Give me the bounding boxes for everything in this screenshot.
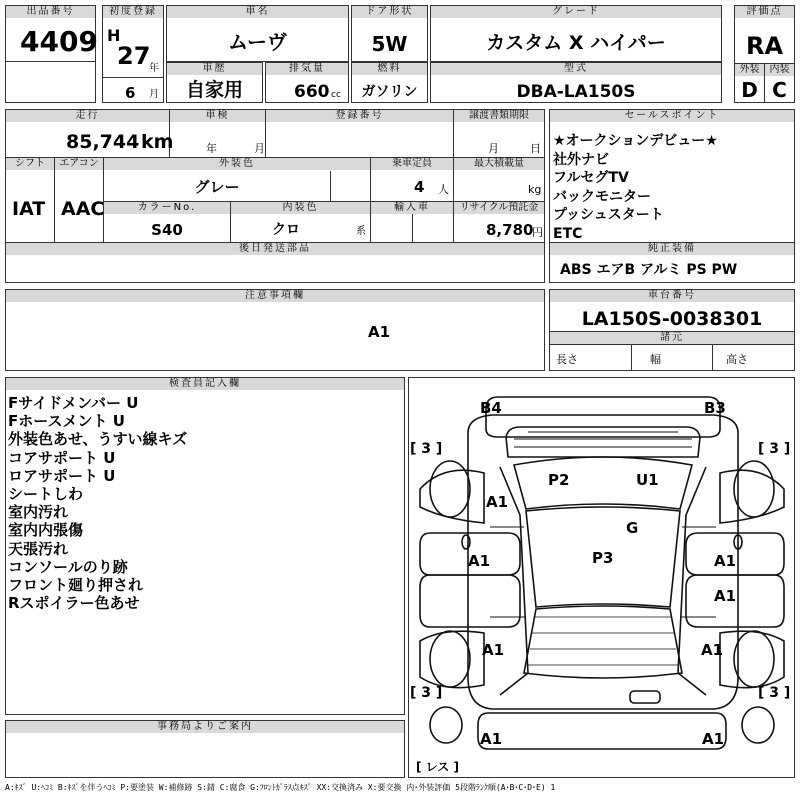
score-box bbox=[734, 5, 795, 103]
inspector-note: コンソールのり跡 bbox=[8, 557, 128, 576]
transfer-day-unit: 日 bbox=[530, 142, 541, 155]
car-name-box bbox=[166, 5, 349, 62]
damage-mark: G bbox=[626, 519, 639, 537]
exterior-grade: D bbox=[741, 78, 758, 102]
history-box bbox=[166, 62, 263, 103]
sales-point-item: プッシュスタート bbox=[553, 207, 664, 224]
inspector-note: コアサポート U bbox=[8, 448, 116, 467]
damage-mark: A1 bbox=[714, 552, 737, 570]
damage-mark: P3 bbox=[592, 549, 614, 567]
history-label: 車歴 bbox=[167, 63, 262, 75]
damage-mark: A1 bbox=[368, 323, 391, 341]
transfer-month-unit: 月 bbox=[488, 142, 499, 155]
damage-mark: A1 bbox=[486, 493, 509, 511]
color-label: 外装色 bbox=[104, 158, 370, 170]
equipment: ABS エアB アルミ PS PW bbox=[560, 262, 738, 278]
month-unit: 月 bbox=[149, 89, 159, 100]
history: 自家用 bbox=[185, 79, 243, 101]
model-label: 型式 bbox=[431, 63, 721, 75]
damage-mark: A1 bbox=[714, 587, 737, 605]
lot-box bbox=[5, 5, 96, 103]
import-label: 輸入車 bbox=[371, 202, 453, 214]
sales-point-item: ★オークションデビュー★ bbox=[553, 133, 718, 149]
grade: カスタム X ハイパー bbox=[486, 32, 666, 54]
door-box bbox=[351, 5, 428, 62]
door-label: ドア形状 bbox=[352, 6, 427, 18]
recycle-fee: 8,780 bbox=[486, 221, 534, 239]
damage-mark: A1 bbox=[468, 552, 491, 570]
tire-mark: [ 3 ] bbox=[758, 441, 791, 457]
grade-box bbox=[430, 5, 722, 62]
tire-mark: [ 3 ] bbox=[410, 441, 443, 457]
displacement-label: 排気量 bbox=[266, 63, 348, 75]
spec-label: 諸元 bbox=[550, 332, 794, 344]
equipment-label: 純正装備 bbox=[550, 243, 794, 255]
sales-point-item: バックモニター bbox=[553, 188, 651, 205]
recycle-label: リサイクル預託金 bbox=[454, 202, 544, 214]
damage-mark: A1 bbox=[482, 641, 505, 659]
mileage-unit: km bbox=[141, 131, 174, 153]
inspector-note: 外装色あせ、うすい線キズ bbox=[8, 430, 188, 449]
score-label: 評価点 bbox=[735, 6, 794, 18]
ac-label: エアコン bbox=[55, 158, 103, 170]
capacity-unit: 人 bbox=[438, 183, 449, 196]
chassis-number: LA150S-0038301 bbox=[581, 308, 763, 330]
sales-points-label: セールスポイント bbox=[550, 110, 794, 122]
car-name: ムーヴ bbox=[228, 30, 287, 54]
spare-tire-mark: [ レス ] bbox=[416, 760, 459, 774]
sales-points-box bbox=[549, 109, 795, 283]
width-label: 幅 bbox=[650, 353, 661, 366]
inspector-note: 天張汚れ bbox=[8, 539, 69, 558]
interior-color-label: 内装色 bbox=[231, 202, 370, 214]
tire-mark: [ 3 ] bbox=[410, 685, 443, 701]
office-label: 事務局よりご案内 bbox=[6, 721, 404, 733]
car-name-label: 車名 bbox=[167, 6, 348, 18]
registration-year: 27 bbox=[117, 42, 151, 70]
tire-mark: [ 3 ] bbox=[758, 685, 791, 701]
damage-mark: B4 bbox=[480, 399, 502, 417]
damage-mark: A1 bbox=[701, 641, 724, 659]
sales-point-item: ETC bbox=[553, 225, 583, 242]
load-label: 最大積載量 bbox=[454, 158, 544, 170]
length-label: 長さ bbox=[556, 353, 578, 366]
inspector-label: 検査員記入欄 bbox=[6, 378, 404, 390]
details-box bbox=[5, 109, 545, 283]
caution-label: 注意事項欄 bbox=[6, 290, 544, 302]
inspector-note: フロント廻り押され bbox=[8, 576, 144, 595]
model-code: DBA-LA150S bbox=[516, 82, 636, 102]
registration-month: 6 bbox=[125, 84, 136, 102]
color-no-label: カラーNo. bbox=[104, 202, 230, 214]
inspection-label: 車検 bbox=[170, 110, 265, 122]
ac: AAC bbox=[61, 198, 105, 220]
exterior-grade-label: 外装 bbox=[735, 64, 764, 76]
color-number: S40 bbox=[151, 221, 183, 239]
damage-mark: B3 bbox=[704, 399, 726, 417]
fuel: ガソリン bbox=[361, 84, 418, 100]
sales-points-list bbox=[553, 132, 718, 244]
mileage-label: 走行 bbox=[6, 110, 169, 122]
recycle-unit: 円 bbox=[532, 226, 543, 239]
legend: A:ｷｽﾞ U:ﾍｺﾐ B:ｷｽﾞを伴うﾍｺﾐ P:要塗装 W:補修跡 S:錆 C:腐食 G:ﾌﾛﾝﾄｶﾞﾗｽ点ｷｽﾞ XX:交換済み X:要交換 内･外装評価 5段階ﾗﾝｸ順(A･B･C･D･E) 1 bbox=[5, 783, 556, 792]
office-box bbox=[5, 720, 405, 778]
era: H bbox=[107, 26, 121, 45]
year-unit: 年 bbox=[149, 63, 159, 74]
lot-number: 4409 bbox=[20, 25, 98, 58]
fuel-box bbox=[351, 62, 428, 103]
inspector-note: Fサイドメンバー U bbox=[8, 394, 139, 412]
model-box bbox=[430, 62, 722, 103]
door-type: 5W bbox=[371, 32, 408, 56]
interior-grade: C bbox=[772, 78, 787, 102]
chassis-label: 車台番号 bbox=[550, 290, 794, 302]
sales-point-item: 社外ナビ bbox=[553, 151, 609, 168]
height-label: 高さ bbox=[726, 353, 748, 366]
inspector-note: Rスポイラー色あせ bbox=[8, 594, 140, 613]
inspector-note: シートしわ bbox=[8, 485, 84, 504]
registration-label: 初度登録 bbox=[103, 6, 163, 18]
inspector-note: 室内汚れ bbox=[8, 503, 69, 522]
inspection-month-unit: 月 bbox=[254, 142, 265, 155]
interior-color: クロ bbox=[272, 222, 300, 238]
interior-grade-label: 内装 bbox=[765, 64, 794, 76]
damage-mark: A1 bbox=[702, 730, 725, 748]
grade-label: グレード bbox=[431, 6, 721, 18]
interior-color-unit: 系 bbox=[356, 226, 366, 237]
inspector-note: Fホースメント U bbox=[8, 412, 125, 431]
exterior-color: グレー bbox=[194, 178, 240, 196]
plate-label: 登録番号 bbox=[266, 110, 453, 122]
displacement-unit: cc bbox=[331, 90, 341, 100]
damage-mark: P2 bbox=[548, 471, 570, 489]
shift: IAT bbox=[12, 198, 46, 220]
capacity-label: 乗車定員 bbox=[371, 158, 453, 170]
displacement-box bbox=[265, 62, 349, 103]
sales-point-item: フルセグTV bbox=[553, 170, 629, 187]
fuel-label: 燃料 bbox=[352, 63, 427, 75]
damage-mark: A1 bbox=[480, 730, 503, 748]
inspector-note: ロアサポート U bbox=[8, 466, 116, 485]
shift-label: シフト bbox=[6, 158, 54, 170]
inspection-year-unit: 年 bbox=[206, 142, 217, 155]
registration-box bbox=[102, 5, 164, 103]
capacity: 4 bbox=[414, 178, 425, 196]
later-parts-label: 後日発送部品 bbox=[6, 243, 544, 255]
caution-box bbox=[5, 289, 545, 371]
displacement: 660 bbox=[294, 82, 330, 102]
damage-mark: U1 bbox=[636, 471, 659, 489]
chassis-box bbox=[549, 289, 795, 371]
load-unit: kg bbox=[528, 183, 542, 196]
inspector-notes bbox=[8, 394, 398, 612]
inspector-note: 室内内張傷 bbox=[8, 521, 84, 540]
score: RA bbox=[745, 32, 784, 60]
lot-label: 出品番号 bbox=[6, 6, 95, 18]
mileage: 85,744 bbox=[66, 131, 140, 153]
transfer-label: 譲渡書類期限 bbox=[454, 110, 544, 122]
